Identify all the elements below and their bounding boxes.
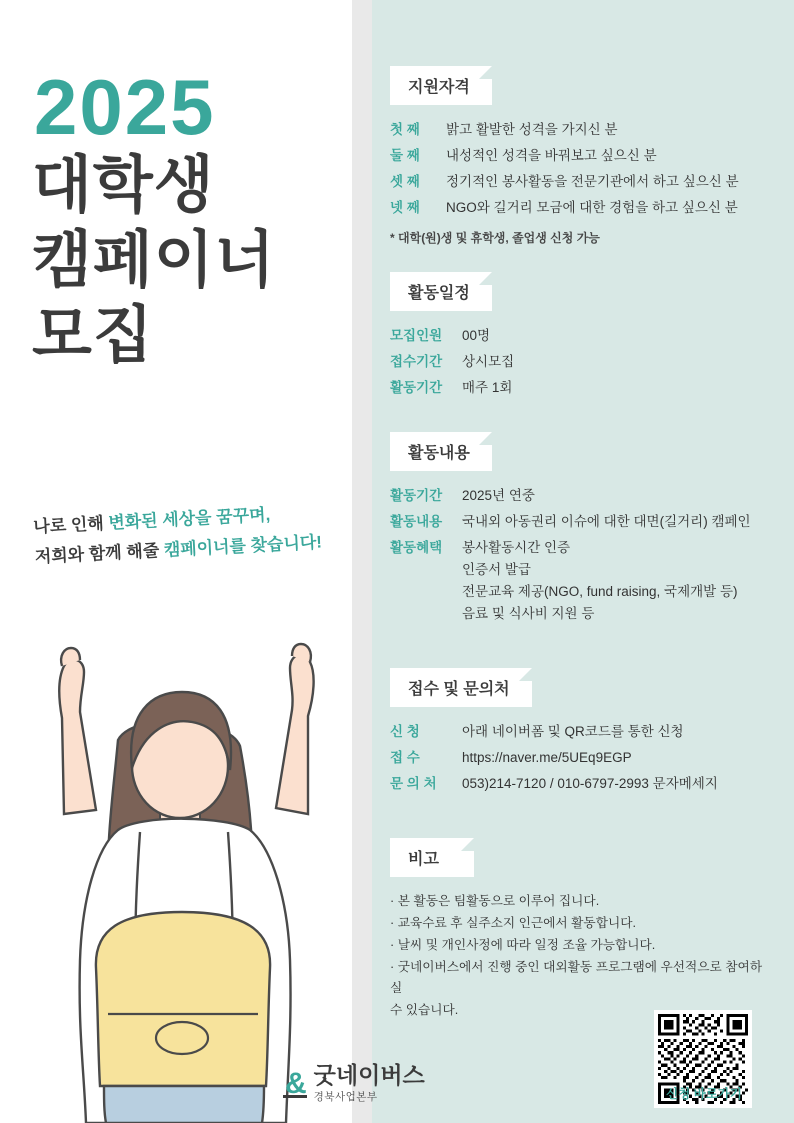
content-benefit-row — [390, 537, 780, 625]
apply-url-link[interactable]: https://naver.me/5UEq9EGP — [462, 750, 632, 765]
apply-key: 신 청 — [390, 724, 420, 739]
schedule-key: 활동기간 — [390, 380, 443, 395]
ampersand-icon: & — [285, 1066, 307, 1100]
page-title — [32, 148, 276, 373]
remarks-item: 수 있습니다. — [390, 1003, 459, 1017]
content-benefit-value: 전문교육 제공(NGO, fund raising, 국제개발 등) — [462, 584, 738, 599]
tagline-line1-highlight: 변화된 세상을 꿈꾸며, — [107, 505, 271, 533]
brand-branch: 경북사업본부 — [313, 1091, 378, 1104]
illustration-student-raising-hands — [0, 600, 352, 1123]
qualification-value: 내성적인 성격을 바꿔보고 싶으신 분 — [446, 148, 657, 163]
section-schedule — [390, 272, 720, 403]
schedule-value: 매주 1회 — [462, 380, 513, 395]
section-content-heading: 활동내용 — [390, 432, 492, 471]
qualification-value: 정기적인 봉사활동을 전문기관에서 하고 싶으신 분 — [446, 174, 739, 189]
schedule-value: 00명 — [462, 328, 491, 343]
schedule-row — [390, 351, 720, 373]
schedule-row — [390, 325, 720, 347]
qualification-row — [390, 119, 770, 141]
section-remarks-heading: 비고 — [390, 838, 474, 877]
content-row — [390, 511, 780, 533]
schedule-key: 접수기간 — [390, 354, 443, 369]
apply-key: 문 의 처 — [390, 776, 437, 791]
qualification-row — [390, 197, 770, 219]
content-row — [390, 485, 780, 507]
divider-strip — [352, 0, 372, 1123]
tagline-line2-highlight: 캠페이너를 찾습니다! — [163, 532, 323, 560]
qualification-key: 첫 째 — [390, 122, 420, 137]
qualification-key: 셋 째 — [390, 174, 420, 189]
qualification-value: 밝고 활발한 성격을 가지신 분 — [446, 122, 618, 137]
apply-row-url[interactable] — [390, 747, 780, 769]
section-qualification — [390, 66, 770, 246]
content-value: 2025년 연중 — [462, 488, 535, 503]
qualification-key: 둘 째 — [390, 148, 420, 163]
qualification-row — [390, 145, 770, 167]
apply-row — [390, 773, 780, 795]
qualification-value: NGO와 길거리 모금에 대한 경험을 하고 싶으신 분 — [446, 200, 738, 215]
qualification-row — [390, 171, 770, 193]
title-line-1: 대학생 — [32, 151, 215, 220]
remarks-item: · 교육수료 후 실주소지 인근에서 활동합니다. — [390, 916, 636, 930]
schedule-key: 모집인원 — [390, 328, 443, 343]
section-apply-heading: 접수 및 문의처 — [390, 668, 532, 707]
content-benefit-value: 인증서 발급 — [462, 562, 531, 577]
apply-key: 접 수 — [390, 750, 420, 765]
apply-value: 053)214-7120 / 010-6797-2993 문자메세지 — [462, 776, 718, 791]
content-benefit-value: 봉사활동시간 인증 — [462, 540, 571, 555]
schedule-value: 상시모집 — [462, 354, 515, 369]
qualification-key: 넷 째 — [390, 200, 420, 215]
qualification-note: * 대학(원)생 및 휴학생, 졸업생 신청 가능 — [390, 231, 600, 245]
section-remarks — [390, 838, 770, 1022]
apply-row — [390, 721, 780, 743]
schedule-row — [390, 377, 720, 399]
content-value: 국내외 아동권리 이슈에 대한 대면(길거리) 캠페인 — [462, 514, 751, 529]
remarks-item: · 날씨 및 개인사정에 따라 일정 조율 가능합니다. — [390, 938, 656, 952]
content-key: 활동기간 — [390, 488, 443, 503]
content-benefit-value: 음료 및 식사비 지원 등 — [462, 606, 595, 621]
tagline-line2-plain: 저희와 함께 해줄 — [34, 540, 165, 567]
brand-logo — [285, 1063, 425, 1104]
section-qualification-heading: 지원자격 — [390, 66, 492, 105]
tagline-line1-plain: 나로 인해 — [32, 513, 109, 537]
brand-name: 굿네이버스 — [313, 1062, 425, 1088]
apply-value: 아래 네이버폼 및 QR코드를 통한 신청 — [462, 724, 684, 739]
content-benefit-key: 활동혜택 — [390, 540, 443, 555]
page-title-year: 2025 — [34, 63, 216, 151]
title-line-3: 모집 — [32, 301, 154, 370]
title-line-2: 캠페이너 — [32, 226, 276, 295]
content-key: 활동내용 — [390, 514, 443, 529]
qr-caption: 신청 바로가기 — [666, 1087, 742, 1101]
section-content — [390, 432, 780, 629]
remarks-item: · 본 활동은 팀활동으로 이루어 집니다. — [390, 894, 600, 908]
remarks-item: · 굿네이버스에서 진행 중인 대외활동 프로그램에 우선적으로 참여하실 — [390, 960, 763, 995]
section-apply — [390, 668, 780, 799]
section-schedule-heading: 활동일정 — [390, 272, 492, 311]
